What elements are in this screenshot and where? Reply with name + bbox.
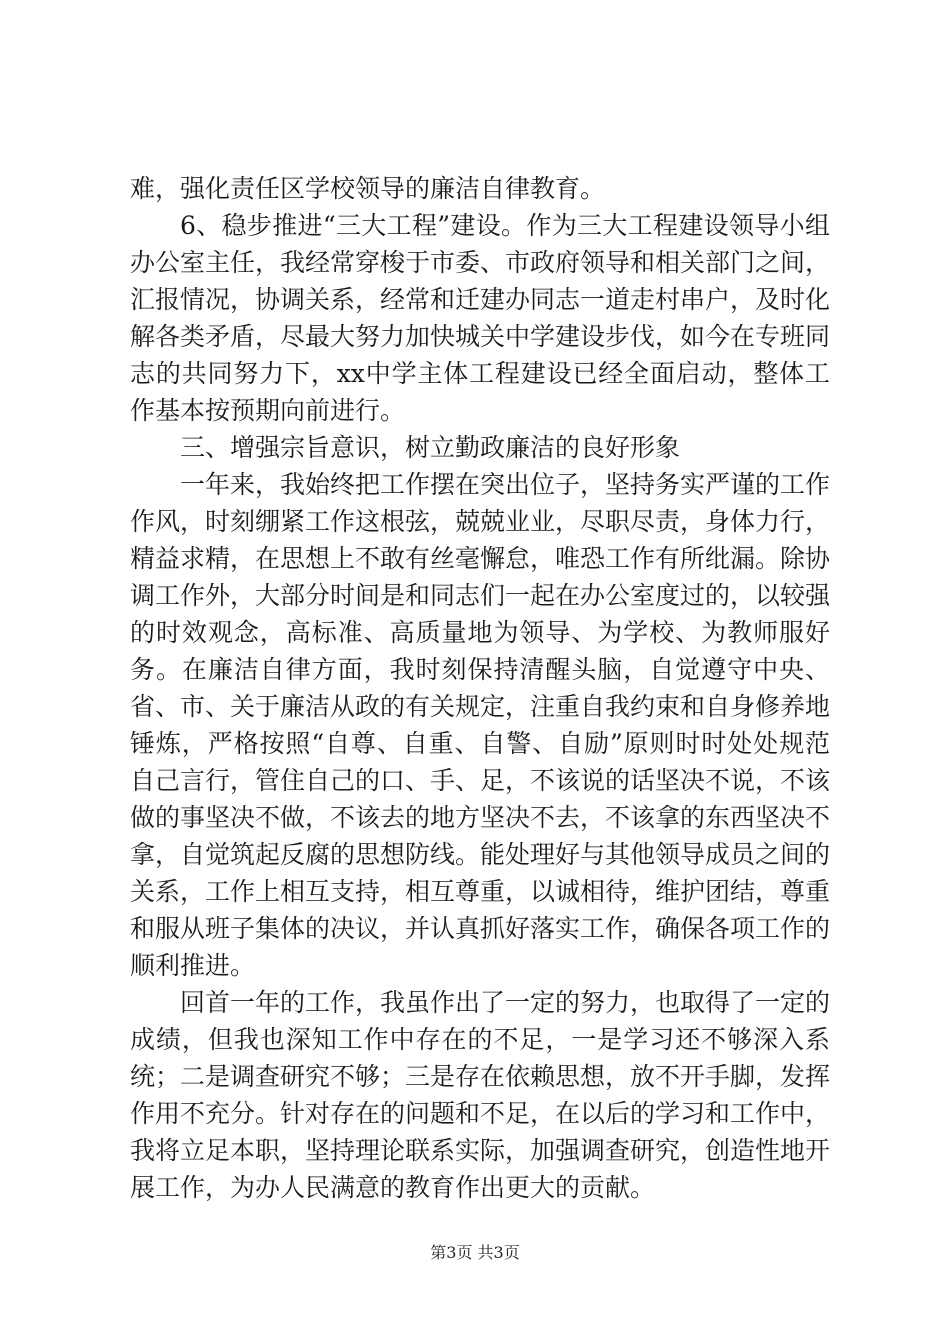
page-footer: 第3页 共3页 (430, 1243, 520, 1262)
section-heading: 三、增强宗旨意识，树立勤政廉洁的良好形象 (180, 433, 681, 462)
paragraph-4: 回首一年的工作，我虽作出了一定的努力，也取得了一定的成绩，但我也深知工作中存在的不足，一是学习还不够深入系统；二是调查研究不够；三是存在依赖思想，放不开手脚，发挥作用不充分。针对存在的问题和不足，在以后的学习和工作中，我将立足本职，坚持理论联系实际，加强调查研究，创造性地开展工作，为办人民满意的教育作出更大的贡献。 (130, 988, 831, 1202)
document-body (130, 170, 830, 1206)
paragraph-2: 6、稳步推进“三大工程”建设。作为三大工程建设领导小组办公室主任，我经常穿梭于市委、市政府领导和相关部门之间，汇报情况，协调关系，经常和迁建办同志一道走村串户，及时化解各类矛盾，尽最大努力加快城关中学建设步伐，如今在专班同志的共同努力下，xx中学主体工程建设已经全面启动，整体工作基本按预期向前进行。 (130, 211, 831, 425)
paragraph-1: 难，强化责任区学校领导的廉洁自律教育。 (130, 174, 606, 203)
paragraph-3: 一年来，我始终把工作摆在突出位子，坚持务实严谨的工作作风，时刻绷紧工作这根弦，兢兢业业，尽职尽责，身体力行，精益求精，在思想上不敢有丝毫懈怠，唯恐工作有所纰漏。除协调工作外，大部分时间是和同志们一起在办公室度过的，以较强的时效观念，高标准、高质量地为领导、为学校、为教师服好务。在廉洁自律方面，我时刻保持清醒头脑，自觉遵守中央、省、市、关于廉洁从政的有关规定，注重自我约束和自身修养地锤炼，严格按照“自尊、自重、自警、自励”原则时时处处规范自己言行，管住自己的口、手、足，不该说的话坚决不说，不该做的事坚决不做，不该去的地方坚决不去，不该拿的东西坚决不拿，自觉筑起反腐的思想防线。能处理好与其他领导成员之间的关系，工作上相互支持，相互尊重，以诚相待，维护团结，尊重和服从班子集体的决议，并认真抓好落实工作，确保各项工作的顺利推进。 (130, 470, 831, 980)
